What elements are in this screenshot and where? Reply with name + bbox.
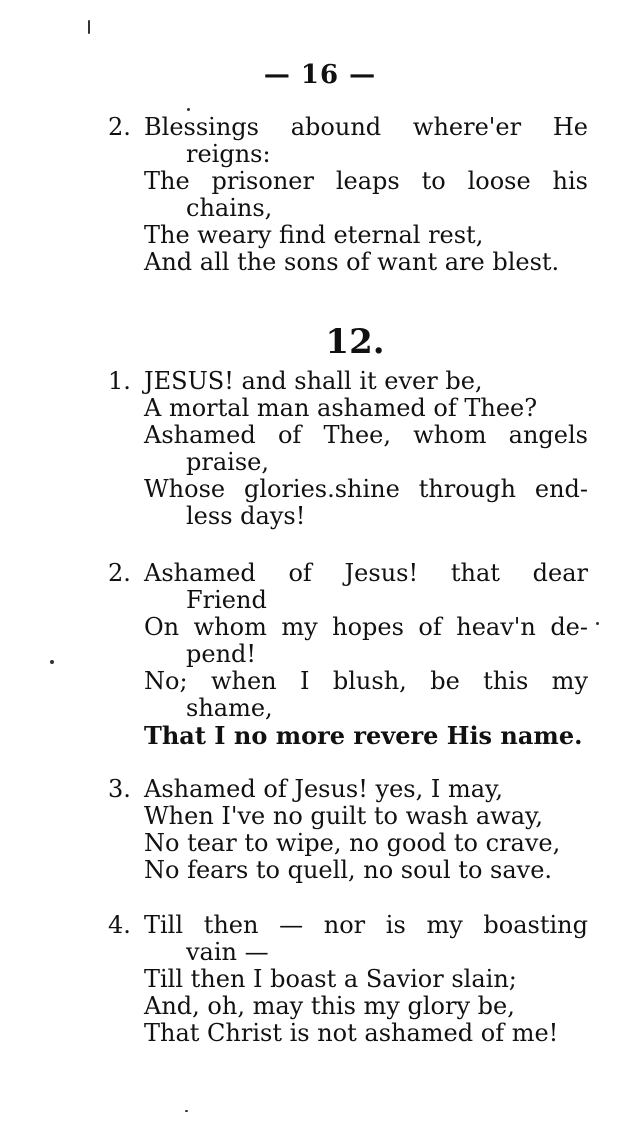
- verse-line: [108, 912, 588, 939]
- verse-prev-2: [108, 114, 588, 276]
- verse-line: [108, 368, 588, 395]
- verse-line: [108, 776, 588, 803]
- verse-line-text: Friend: [186, 586, 267, 614]
- verse-line-text: No tear to wipe, no good to crave,: [144, 829, 561, 857]
- verse-line-text: JESUS! and shall it ever be,: [144, 367, 483, 395]
- verse-line-text: And all the sons of want are blest.: [144, 248, 560, 276]
- verse-line-text: That I no more revere His name.: [144, 721, 583, 750]
- verse-3: [108, 776, 588, 884]
- verse-line: [108, 587, 588, 614]
- verse-line-text: pend!: [186, 640, 257, 668]
- verse-line: [108, 114, 588, 141]
- verse-line-text: reigns:: [186, 140, 271, 168]
- verse-line: [108, 641, 588, 668]
- verse-4: [108, 912, 588, 1047]
- verse-line-text: Till then I boast a Savior slain;: [144, 965, 517, 993]
- verse-line-text: Ashamed of Jesus! yes, I may,: [144, 775, 504, 803]
- verse-line: [108, 614, 588, 641]
- verse-number: 2.: [108, 113, 131, 141]
- verse-line: [108, 395, 588, 422]
- verse-line: [108, 668, 588, 695]
- verse-line-text: A mortal man ashamed of Thee?: [144, 394, 538, 422]
- scan-speck: [185, 1110, 188, 1112]
- verse-line-text: vain —: [186, 938, 269, 966]
- hymn-number: 12.: [325, 322, 385, 362]
- verse-line-text: The weary find eternal rest,: [144, 221, 484, 249]
- verse-line: [108, 1020, 588, 1047]
- verse-line: [108, 249, 588, 276]
- verse-line: [108, 222, 588, 249]
- verse-line-text: When I've no guilt to wash away,: [144, 802, 543, 830]
- verse-line-text: Till then — nor is my boasting: [144, 911, 588, 939]
- verse-line-text: No fears to quell, no soul to save.: [144, 856, 553, 884]
- scan-speck: [187, 108, 190, 111]
- verse-line: [108, 993, 588, 1020]
- verse-line-text: shame,: [186, 694, 273, 722]
- verse-line: [108, 966, 588, 993]
- verse-line: [108, 939, 588, 966]
- verse-line-text: chains,: [186, 194, 273, 222]
- verse-2: [108, 560, 588, 749]
- scan-speck: [88, 20, 90, 34]
- verse-line: [108, 141, 588, 168]
- verse-line: [108, 476, 588, 503]
- verse-number: 1.: [108, 367, 131, 395]
- verse-line-text: Ashamed of Thee, whom angels: [144, 421, 588, 449]
- verse-line: [108, 695, 588, 722]
- page-number: — 16 —: [263, 60, 377, 90]
- verse-line-text: Blessings abound where'er He: [144, 113, 588, 141]
- verse-line-text: No; when I blush, be this my: [144, 667, 588, 695]
- verse-number: 4.: [108, 911, 131, 939]
- verse-line-text: And, oh, may this my glory be,: [144, 992, 515, 1020]
- verse-line: [108, 503, 588, 530]
- verse-line-text: The prisoner leaps to loose his: [144, 167, 588, 195]
- verse-line: [108, 830, 588, 857]
- verse-line: [108, 722, 588, 749]
- verse-line: [108, 422, 588, 449]
- scan-speck: [50, 660, 54, 664]
- verse-line: [108, 857, 588, 884]
- verse-line: [108, 449, 588, 476]
- verse-line: [108, 560, 588, 587]
- verse-line: [108, 168, 588, 195]
- verse-line: [108, 803, 588, 830]
- verse-line-text: On whom my hopes of heav'n de-: [144, 613, 588, 641]
- verse-line-text: Ashamed of Jesus! that dear: [144, 559, 588, 587]
- scan-speck: [596, 622, 599, 625]
- verse-line: [108, 195, 588, 222]
- verse-line-text: That Christ is not ashamed of me!: [144, 1019, 559, 1047]
- verse-1: [108, 368, 588, 530]
- verse-number: 2.: [108, 559, 131, 587]
- verse-line-text: praise,: [186, 448, 269, 476]
- verse-line-text: Whose glories.shine through end-: [144, 475, 588, 503]
- verse-line-text: less days!: [186, 502, 306, 530]
- verse-number: 3.: [108, 775, 131, 803]
